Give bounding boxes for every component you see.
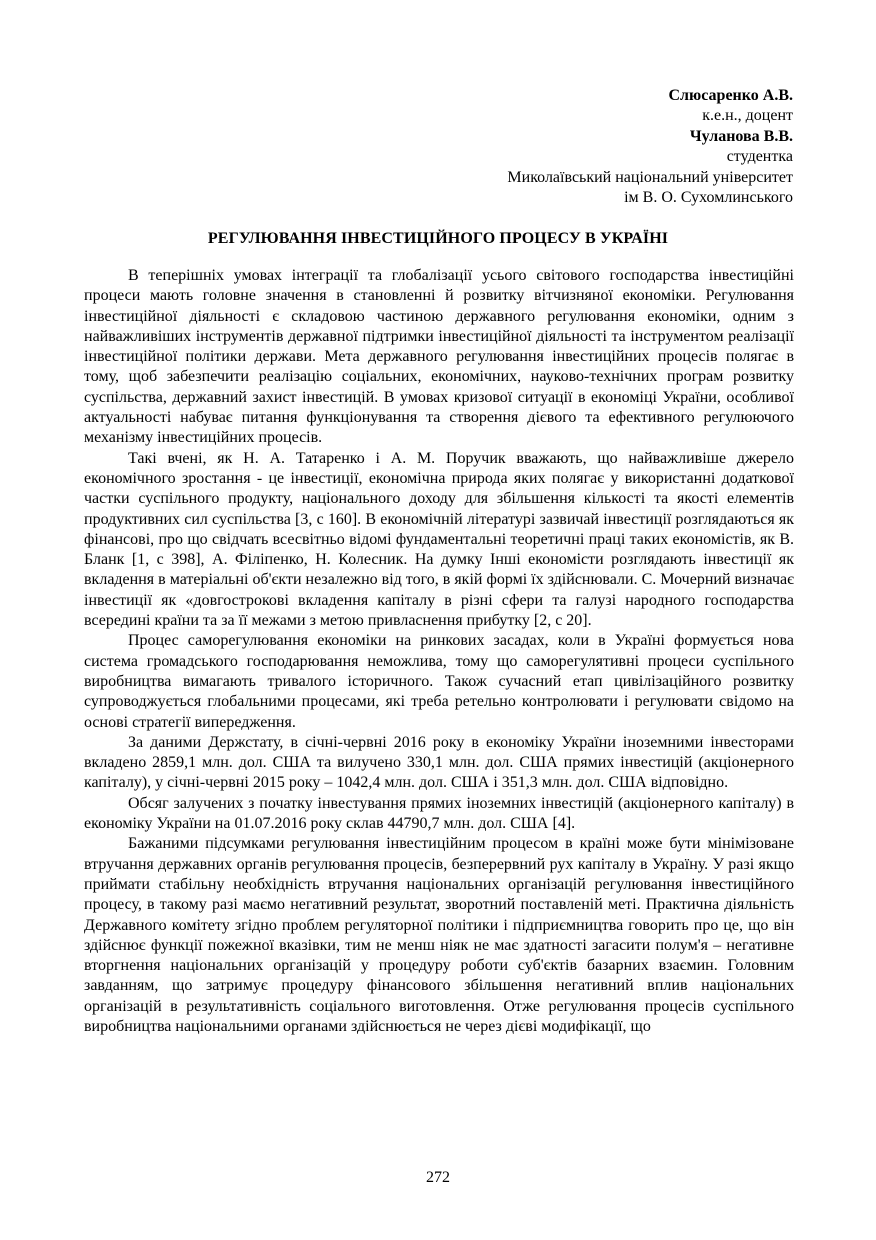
paragraph-6: Бажаними підсумками регулювання інвестиційним процесом в країні може бути мінімізоване втручання державних органів регулювання процесів, безперервний рух капіталу в Україну. У разі якщо приймати стабільну необхідність втручання національних організацій регулювання інвестиційного процесу, в такому разі маємо негативний результат, зворотний поставленій меті. Практична діяльність Державного комітету згідно проблем регуляторної політики і підприємництва говорить про це, що він здійснює функції пожежної вказівки, тим не менш ніяк не має здатності загасити полум'я – негативне вторгнення національних організацій у процедуру роботи суб'єктів базарних взаємин. Головним завданням, що затримує процедуру фінансового збільшення негативний вплив національних організацій в результативність соціального виготовлення. Отже регулювання процесів суспільного виробництва національними органами здійснюється не через дієві модифікації, що [84, 835, 794, 1035]
article-title: РЕГУЛЮВАННЯ ІНВЕСТИЦІЙНОГО ПРОЦЕСУ В УКРАЇНІ [207, 230, 669, 247]
author-block [507, 86, 793, 208]
affiliation-line1: Миколаївський національний університет [507, 168, 793, 186]
article-body [84, 266, 794, 1037]
affiliation-line2: ім В. О. Сухомлинського [624, 189, 793, 207]
author2-title: студентка [726, 148, 793, 166]
paragraph-5: Обсяг залучених з початку інвестування прямих іноземних інвестицій (акціонерного капіталу) в економіку України на 01.07.2016 року склав 44790,7 млн. дол. США [4]. [84, 794, 794, 833]
author2-name: Чуланова В.В. [689, 127, 793, 145]
paragraph-3: Процес саморегулювання економіки на ринкових засадах, коли в Україні формується нова система громадського господарювання неможлива, тому що саморегулятивні процеси суспільного виробництва вимагають тривалого історичного. Також сучасний етап цивілізаційного розвитку супроводжується глобальними процесами, які треба ретельно контролювати і регулювати свідомо на основі стратегії випередження. [84, 632, 794, 731]
author1-title: к.е.н., доцент [702, 107, 793, 125]
paragraph-1: В теперішніх умовах інтеграції та глобалізації усього світового господарства інвестиційні процеси мають головне значення в становленні й розвитку вітчизняної економіки. Регулювання інвестиційної діяльності є складовою частиною державного регулювання економіки, одним з найважливіших інструментів державної підтримки інвестиційної діяльності та інструментом реалізації інвестиційної політики держави. Мета державного регулювання інвестиційних процесів полягає в тому, щоб забезпечити реалізацію соціальних, економічних, науково-технічних програм розвитку суспільства, державний захист інвестицій. В умовах кризової ситуації в економіці України, особливої актуальності набуває питання функціонування та створення дієвого та ефективного регулюючого механізму інвестиційних процесів. [84, 267, 794, 447]
paragraph-4: За даними Держстату, в січні-червні 2016 року в економіку України іноземними інвесторами вкладено 2859,1 млн. дол. США та вилучено 330,1 млн. дол. США прямих інвестицій (акціонерного капіталу), у січні-червні 2015 року – 1042,4 млн. дол. США і 351,3 млн. дол. США відповідно. [84, 733, 794, 792]
paragraph-2: Такі вчені, як Н. А. Татаренко і А. М. Поручик вважають, що найважливіше джерело економічного зростання - це інвестиції, економічна природа яких полягає у використанні додаткової частки суспільного продукту, національного доходу для збільшення кількості та якості елементів продуктивних сил суспільства [3, с 160]. В економічній літературі зазвичай інвестиції розглядаються як фінансові, про що свідчать всесвітньо відомі фундаментальні теоретичні праці таких економістів, як В. Бланк [1, с 398], А. Філіпенко, Н. Колесник. На думку Інші економісти розглядають інвестиції як вкладення в матеріальні об'єкти незалежно від того, в якій формі їх здійснювали. С. Мочерний визначає інвестиції як «довгострокові вкладення капіталу в різні сфери та галузі народного господарства всередині країни та за її межами з метою привласнення прибутку [2, с 20]. [84, 449, 794, 630]
page-number: 272 [426, 1169, 450, 1186]
author1-name: Слюсаренко А.В. [668, 87, 793, 104]
